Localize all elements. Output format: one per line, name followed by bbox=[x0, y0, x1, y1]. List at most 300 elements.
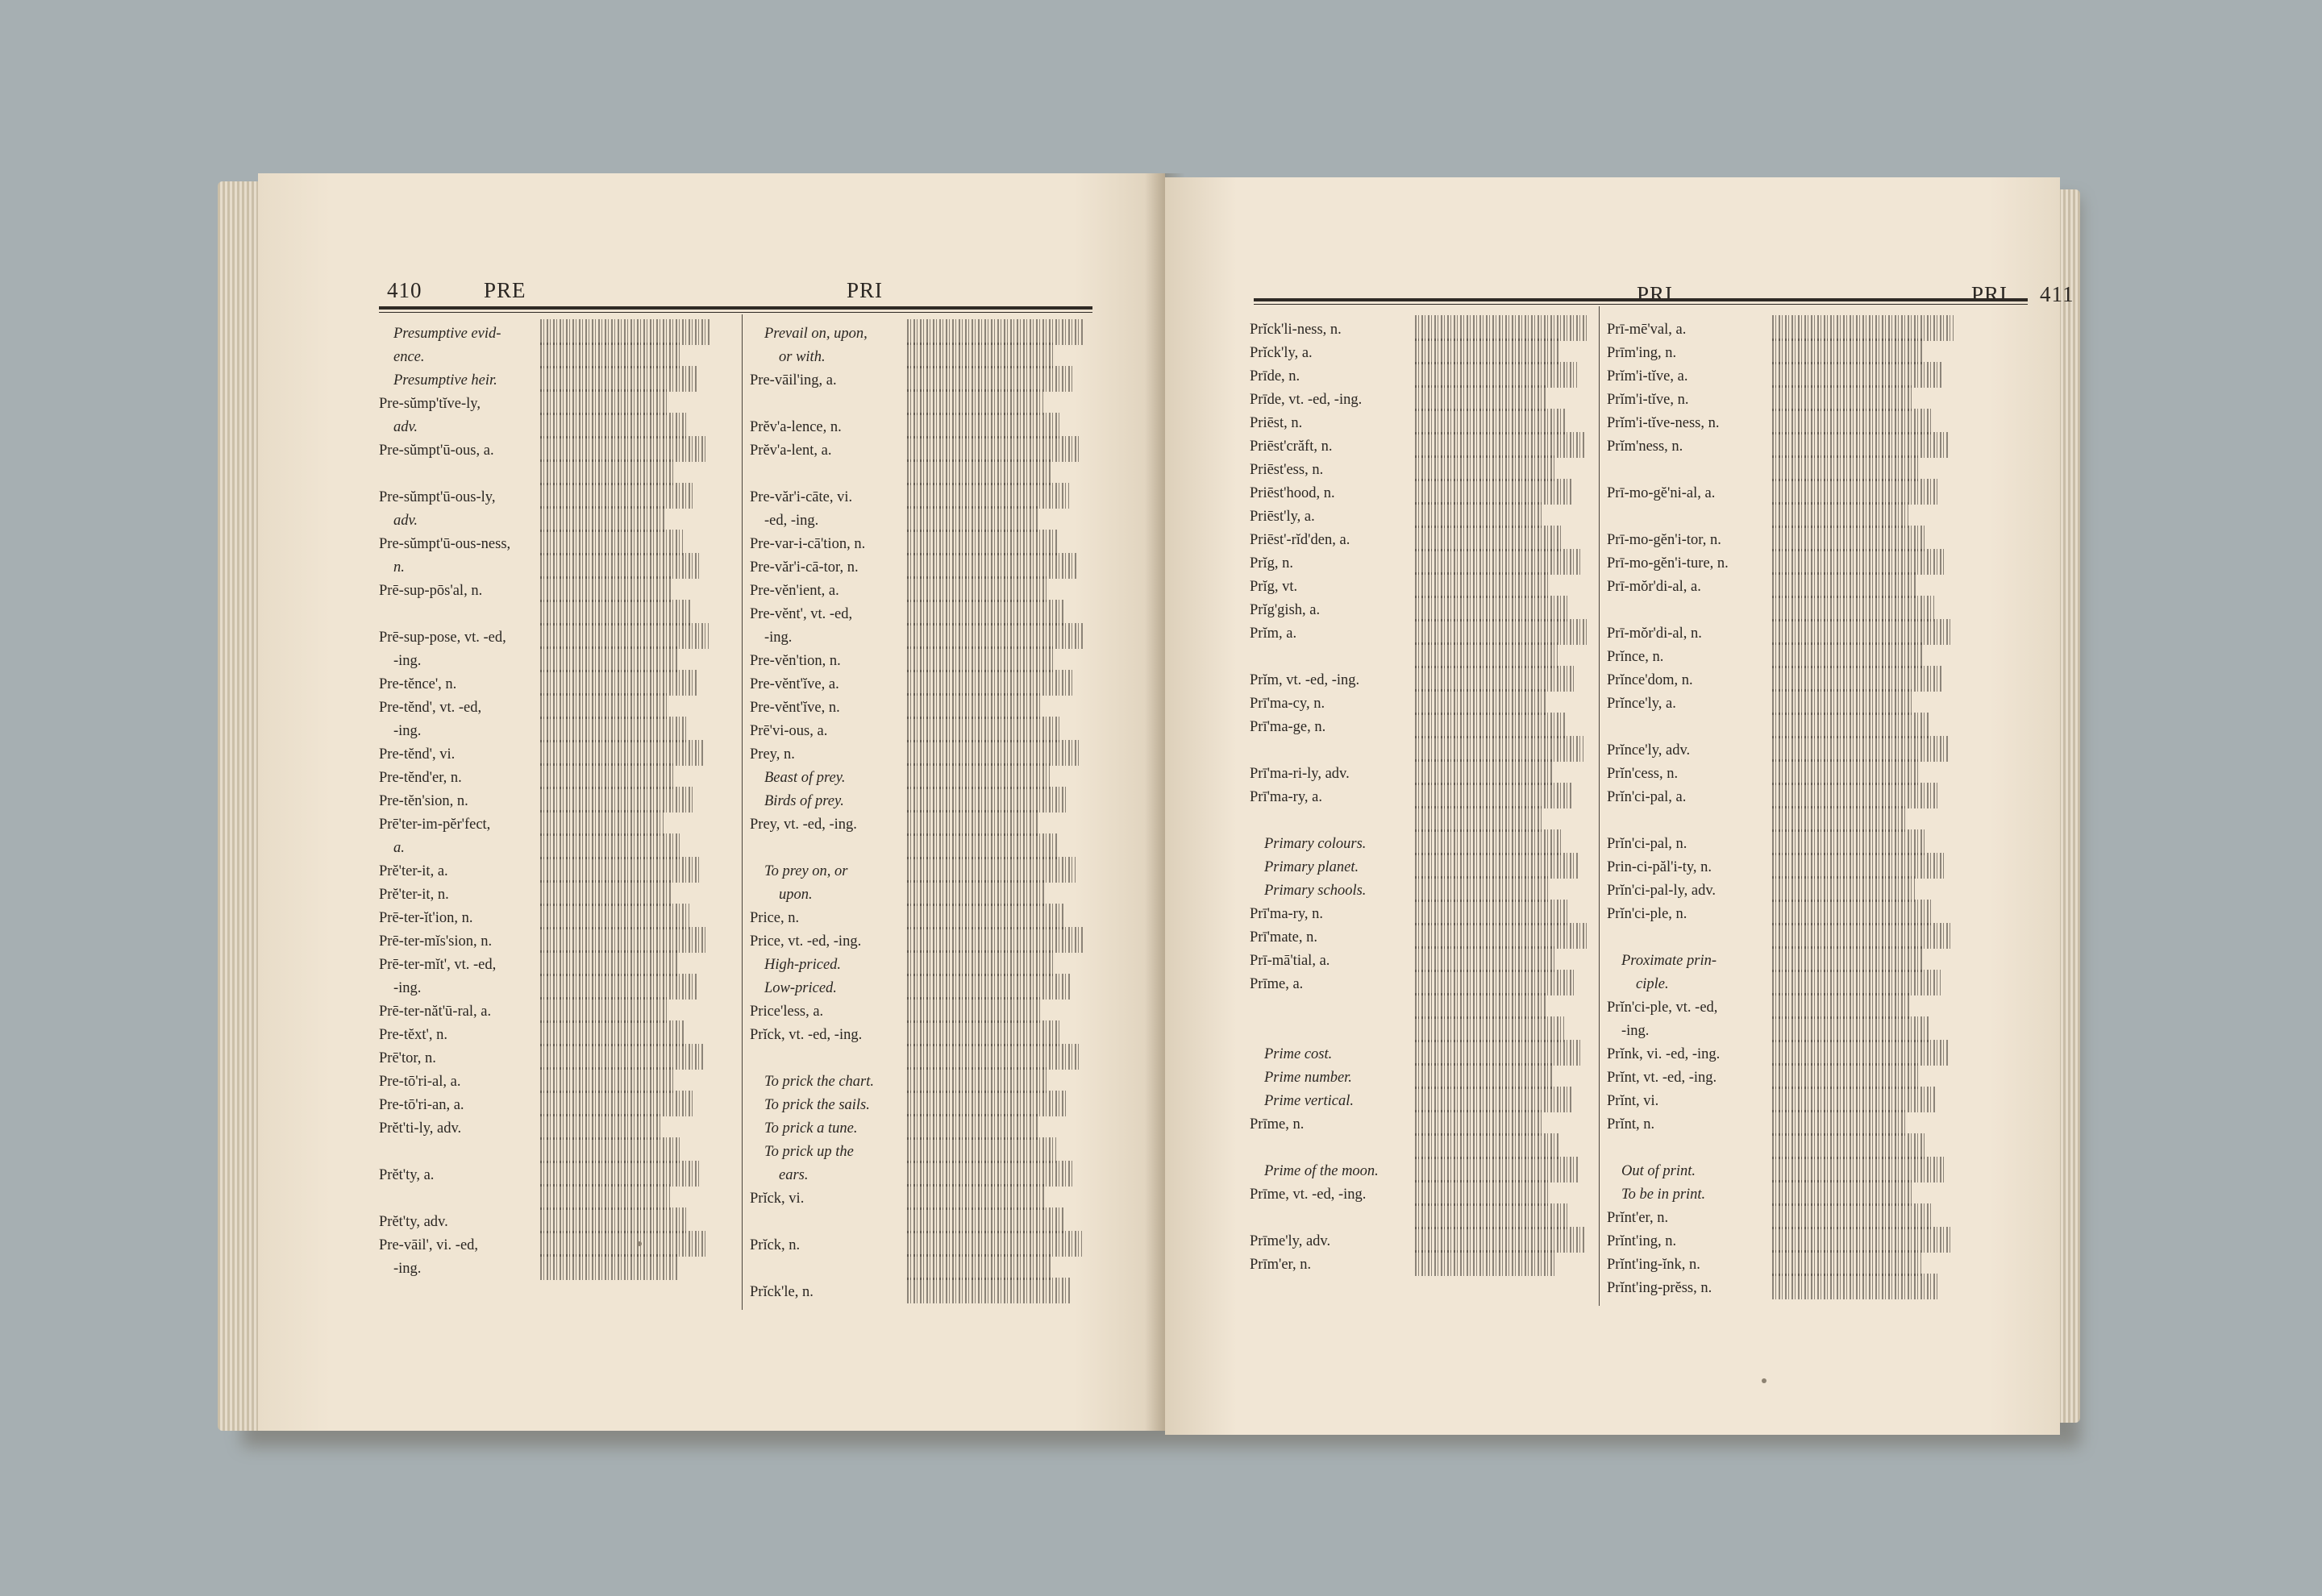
entry-headword: -ing. bbox=[393, 1261, 422, 1277]
entry-headword: Prĭn'ci-ple, vt. -ed, bbox=[1607, 1000, 1718, 1016]
japanese-gloss-illegible bbox=[540, 436, 705, 462]
entry-headword: Pre-vĕnt'ĭve, a. bbox=[750, 676, 839, 692]
entry-headword: Presumptive evid- bbox=[393, 326, 501, 342]
header-rule-left-thin bbox=[379, 312, 1092, 313]
entry-headword: -ing. bbox=[393, 723, 422, 739]
japanese-gloss-illegible bbox=[907, 459, 1051, 485]
japanese-gloss-illegible bbox=[1772, 736, 1949, 762]
dictionary-entry bbox=[1607, 1277, 1962, 1300]
japanese-gloss-illegible bbox=[540, 646, 679, 672]
entry-headword: Pre-tĕnd', vt. -ed, bbox=[379, 700, 482, 716]
japanese-gloss-illegible bbox=[907, 530, 1058, 555]
entry-headword: Prĭnce'dom, n. bbox=[1607, 672, 1693, 688]
japanese-gloss-illegible bbox=[540, 459, 676, 485]
entry-headword: Out of print. bbox=[1621, 1163, 1696, 1179]
entry-headword: Prī'ma-ri-ly, adv. bbox=[1250, 766, 1350, 782]
entry-headword: Prime of the moon. bbox=[1264, 1163, 1379, 1179]
japanese-gloss-illegible bbox=[1415, 1250, 1556, 1276]
japanese-gloss-illegible bbox=[1415, 829, 1561, 855]
entry-headword: Proximate prin- bbox=[1621, 953, 1717, 969]
entry-headword: Prĭm, vt. -ed, -ing. bbox=[1250, 672, 1360, 688]
entry-headword: Pre-vĕnt'ĭve, n. bbox=[750, 700, 840, 716]
japanese-gloss-illegible bbox=[1415, 619, 1588, 645]
entry-headword: Prĭnce'ly, a. bbox=[1607, 696, 1676, 712]
entry-headword: Prī-mā'tial, a. bbox=[1250, 953, 1330, 969]
entry-headword: Prē'tor, n. bbox=[379, 1050, 436, 1066]
japanese-gloss-illegible bbox=[1415, 993, 1546, 1019]
japanese-gloss-illegible bbox=[1415, 572, 1550, 598]
guide-word-right-first: PRI bbox=[1637, 282, 1674, 306]
entry-headword: Pre-văr'i-cāte, vi. bbox=[750, 489, 853, 505]
japanese-gloss-illegible bbox=[1772, 409, 1931, 434]
header-rule-right-thin bbox=[1254, 304, 2028, 305]
entry-headword: Prĕv'a-lence, n. bbox=[750, 419, 842, 435]
japanese-gloss-illegible bbox=[1772, 923, 1952, 949]
entry-headword: Prĭnt, vi. bbox=[1607, 1093, 1659, 1109]
japanese-gloss-illegible bbox=[540, 1044, 704, 1070]
entry-headword: Prĭck'li-ness, n. bbox=[1250, 322, 1342, 338]
entry-headword: Prīme, vt. -ed, -ing. bbox=[1250, 1187, 1367, 1203]
entry-headword: Prīme'ly, adv. bbox=[1250, 1233, 1331, 1249]
japanese-gloss-illegible bbox=[540, 366, 698, 392]
entry-headword: ence. bbox=[393, 349, 425, 365]
entry-headword: Prē-ter-mĭs'sion, n. bbox=[379, 933, 493, 950]
entry-headword: Presumptive heir. bbox=[393, 372, 497, 389]
japanese-gloss-illegible bbox=[540, 576, 672, 602]
japanese-gloss-illegible bbox=[907, 1114, 1038, 1140]
entry-headword: upon. bbox=[779, 887, 813, 903]
entry-headword: ciple. bbox=[1636, 976, 1669, 992]
japanese-gloss-illegible bbox=[540, 1161, 700, 1187]
japanese-gloss-illegible bbox=[540, 600, 690, 626]
entry-headword: Prĭnce, n. bbox=[1607, 649, 1664, 665]
japanese-gloss-illegible bbox=[540, 413, 687, 438]
japanese-gloss-illegible bbox=[1415, 1016, 1564, 1042]
japanese-gloss-illegible bbox=[1772, 946, 1922, 972]
japanese-gloss-illegible bbox=[540, 833, 682, 859]
japanese-gloss-illegible bbox=[1772, 526, 1927, 551]
entry-headword: Pre-tĕnce', n. bbox=[379, 676, 457, 692]
entry-headword: -ing. bbox=[1621, 1023, 1650, 1039]
entry-headword: Prīm'ing, n. bbox=[1607, 345, 1677, 361]
entry-headword: Prī'ma-ge, n. bbox=[1250, 719, 1326, 735]
japanese-gloss-illegible bbox=[907, 646, 1054, 672]
right-page-column-2 bbox=[1607, 318, 1962, 1300]
japanese-gloss-illegible bbox=[907, 763, 1050, 789]
japanese-gloss-illegible bbox=[1772, 1157, 1944, 1182]
entry-headword: Prey, vt. -ed, -ing. bbox=[750, 817, 857, 833]
japanese-gloss-illegible bbox=[1772, 596, 1934, 621]
japanese-gloss-illegible bbox=[907, 740, 1080, 766]
japanese-gloss-illegible bbox=[907, 553, 1076, 579]
entry-headword: Priēst'hood, n. bbox=[1250, 485, 1335, 501]
japanese-gloss-illegible bbox=[540, 343, 680, 368]
japanese-gloss-illegible bbox=[907, 1254, 1052, 1280]
japanese-gloss-illegible bbox=[1772, 806, 1908, 832]
japanese-gloss-illegible bbox=[1772, 1274, 1940, 1299]
entry-headword: Prĕ'ter-it, n. bbox=[379, 887, 449, 903]
japanese-gloss-illegible bbox=[540, 553, 701, 579]
entry-headword: Prĭck'le, n. bbox=[750, 1284, 814, 1300]
entry-headword: Prē-ter-năt'ū-ral, a. bbox=[379, 1004, 492, 1020]
entry-headword: Prī'mate, n. bbox=[1250, 929, 1317, 946]
header-rule-left bbox=[379, 306, 1092, 310]
entry-headword: Prime cost. bbox=[1264, 1046, 1333, 1062]
entry-headword: adv. bbox=[393, 513, 418, 529]
entry-headword: Primary planet. bbox=[1264, 859, 1359, 875]
japanese-gloss-illegible bbox=[1415, 432, 1584, 458]
entry-headword: Prĭm'ness, n. bbox=[1607, 438, 1683, 455]
dictionary-entry bbox=[1250, 1253, 1592, 1277]
entry-headword: Prĭn'ci-pal-ly, adv. bbox=[1607, 883, 1717, 899]
entry-headword: Primary colours. bbox=[1264, 836, 1367, 852]
japanese-gloss-illegible bbox=[1415, 806, 1542, 832]
japanese-gloss-illegible bbox=[540, 1091, 693, 1116]
japanese-gloss-illegible bbox=[1772, 900, 1933, 925]
entry-headword: Prē-ter-ĭt'ion, n. bbox=[379, 910, 473, 926]
japanese-gloss-illegible bbox=[907, 997, 1042, 1023]
entry-headword: Prĭnt, vt. -ed, -ing. bbox=[1607, 1070, 1717, 1086]
japanese-gloss-illegible bbox=[907, 436, 1080, 462]
entry-headword: To prick the sails. bbox=[764, 1097, 870, 1113]
entry-headword: Pre-sŭmpt'ū-ous-ness, bbox=[379, 536, 511, 552]
right-page-column-1 bbox=[1250, 318, 1592, 1277]
entry-headword: Prime number. bbox=[1264, 1070, 1352, 1086]
page-number-right: 411 bbox=[2040, 282, 2074, 306]
entry-headword: To prick up the bbox=[764, 1144, 854, 1160]
japanese-gloss-illegible bbox=[540, 1254, 677, 1280]
japanese-gloss-illegible bbox=[1772, 783, 1937, 808]
japanese-gloss-illegible bbox=[540, 1137, 681, 1163]
entry-headword: Prĭg'gish, a. bbox=[1250, 602, 1321, 618]
entry-headword: Prey, n. bbox=[750, 746, 795, 763]
japanese-gloss-illegible bbox=[540, 319, 710, 345]
japanese-gloss-illegible bbox=[1772, 689, 1912, 715]
japanese-gloss-illegible bbox=[1772, 1087, 1937, 1112]
japanese-gloss-illegible bbox=[1415, 502, 1543, 528]
japanese-gloss-illegible bbox=[907, 1137, 1056, 1163]
japanese-gloss-illegible bbox=[1415, 900, 1568, 925]
entry-headword: Prĭck, vi. bbox=[750, 1191, 805, 1207]
japanese-gloss-illegible bbox=[1772, 1016, 1929, 1042]
header-rule-right bbox=[1254, 298, 2028, 301]
japanese-gloss-illegible bbox=[1772, 876, 1915, 902]
entry-headword: Priēst, n. bbox=[1250, 415, 1303, 431]
entry-headword: Prī-mŏr'di-al, n. bbox=[1607, 626, 1702, 642]
japanese-gloss-illegible bbox=[1772, 385, 1912, 411]
japanese-gloss-illegible bbox=[1772, 1063, 1918, 1089]
guide-word-right-last: PRI bbox=[1971, 282, 2008, 306]
paper-speck bbox=[637, 1241, 642, 1246]
japanese-gloss-illegible bbox=[1415, 666, 1576, 692]
japanese-gloss-illegible bbox=[907, 343, 1055, 368]
entry-headword: Pre-vĕnt', vt. -ed, bbox=[750, 606, 853, 622]
japanese-gloss-illegible bbox=[907, 1207, 1063, 1233]
japanese-gloss-illegible bbox=[540, 763, 675, 789]
entry-headword: Pre-sŭmpt'ū-ous, a. bbox=[379, 443, 494, 459]
entry-headword: n. bbox=[393, 559, 405, 576]
japanese-gloss-illegible bbox=[907, 366, 1073, 392]
entry-headword: Prī-mŏr'di-al, a. bbox=[1607, 579, 1701, 595]
entry-headword: Pre-tĕxt', n. bbox=[379, 1027, 448, 1043]
japanese-gloss-illegible bbox=[540, 506, 664, 532]
entry-headword: Prī'ma-cy, n. bbox=[1250, 696, 1325, 712]
japanese-gloss-illegible bbox=[907, 833, 1057, 859]
japanese-gloss-illegible bbox=[1772, 829, 1926, 855]
entry-headword: Priēst'-rĭd'den, a. bbox=[1250, 532, 1350, 548]
entry-headword: Prevail on, upon, bbox=[764, 326, 868, 342]
entry-headword: Prĭn'ci-pal, a. bbox=[1607, 789, 1687, 805]
entry-headword: Prĭn'ci-pal, n. bbox=[1607, 836, 1687, 852]
entry-headword: Prē-sup-pose, vt. -ed, bbox=[379, 630, 506, 646]
japanese-gloss-illegible bbox=[540, 693, 668, 719]
open-dictionary-book bbox=[218, 173, 2080, 1439]
japanese-gloss-illegible bbox=[907, 1184, 1045, 1210]
entry-headword: Prĭck, n. bbox=[750, 1237, 801, 1253]
japanese-gloss-illegible bbox=[1415, 713, 1565, 738]
entry-headword: To be in print. bbox=[1621, 1187, 1706, 1203]
japanese-gloss-illegible bbox=[1772, 853, 1945, 879]
entry-headword: Prē-sup-pōs'al, n. bbox=[379, 583, 483, 599]
japanese-gloss-illegible bbox=[1772, 1250, 1921, 1276]
japanese-gloss-illegible bbox=[1772, 993, 1911, 1019]
japanese-gloss-illegible bbox=[907, 670, 1072, 696]
japanese-gloss-illegible bbox=[1415, 526, 1562, 551]
japanese-gloss-illegible bbox=[907, 623, 1084, 649]
japanese-gloss-illegible bbox=[1772, 572, 1916, 598]
entry-headword: Prē'vi-ous, a. bbox=[750, 723, 828, 739]
japanese-gloss-illegible bbox=[1772, 1227, 1951, 1253]
japanese-gloss-illegible bbox=[1415, 736, 1583, 762]
entry-headword: Price'less, a. bbox=[750, 1004, 824, 1020]
japanese-gloss-illegible bbox=[907, 787, 1068, 813]
entry-headword: Prĭnt'ing-ĭnk, n. bbox=[1607, 1257, 1700, 1273]
entry-headword: Pre-tĕn'sion, n. bbox=[379, 793, 468, 809]
entry-headword: Pre-tō'ri-al, a. bbox=[379, 1074, 461, 1090]
entry-headword: Prīme, n. bbox=[1250, 1116, 1305, 1133]
right-page bbox=[1165, 177, 2074, 1435]
entry-headword: or with. bbox=[779, 349, 826, 365]
entry-headword: To prick a tune. bbox=[764, 1120, 858, 1137]
entry-headword: Prĭg, vt. bbox=[1250, 579, 1298, 595]
japanese-gloss-illegible bbox=[1415, 783, 1572, 808]
entry-headword: Prĭn'ci-ple, n. bbox=[1607, 906, 1687, 922]
japanese-gloss-illegible bbox=[540, 857, 701, 883]
japanese-gloss-illegible bbox=[1415, 1063, 1553, 1089]
entry-headword: Pre-vāil', vi. -ed, bbox=[379, 1237, 479, 1253]
entry-headword: Primary schools. bbox=[1264, 883, 1367, 899]
japanese-gloss-illegible bbox=[907, 1231, 1082, 1257]
japanese-gloss-illegible bbox=[1415, 1227, 1586, 1253]
entry-headword: Prĕv'a-lent, a. bbox=[750, 443, 832, 459]
japanese-gloss-illegible bbox=[907, 1020, 1060, 1046]
japanese-gloss-illegible bbox=[1415, 1087, 1571, 1112]
entry-headword: Prĕt'ty, a. bbox=[379, 1167, 435, 1183]
japanese-gloss-illegible bbox=[907, 1161, 1075, 1187]
japanese-gloss-illegible bbox=[540, 927, 708, 953]
entry-headword: Prĭnce'ly, adv. bbox=[1607, 742, 1691, 759]
japanese-gloss-illegible bbox=[1772, 713, 1930, 738]
japanese-gloss-illegible bbox=[1415, 549, 1580, 575]
entry-headword: ears. bbox=[779, 1167, 809, 1183]
entry-headword: Price, n. bbox=[750, 910, 800, 926]
japanese-gloss-illegible bbox=[1772, 970, 1941, 995]
entry-headword: Prĭg, n. bbox=[1250, 555, 1293, 571]
entry-headword: Priēst'ly, a. bbox=[1250, 509, 1315, 525]
japanese-gloss-illegible bbox=[1772, 1180, 1914, 1206]
entry-headword: To prick the chart. bbox=[764, 1074, 875, 1090]
japanese-gloss-illegible bbox=[1415, 876, 1550, 902]
japanese-gloss-illegible bbox=[540, 389, 668, 415]
entry-headword: adv. bbox=[393, 419, 418, 435]
entry-headword: Prĭm'i-tĭve, n. bbox=[1607, 392, 1689, 408]
japanese-gloss-illegible bbox=[1415, 596, 1569, 621]
japanese-gloss-illegible bbox=[1415, 853, 1579, 879]
entry-headword: Prĕt'ty, adv. bbox=[379, 1214, 448, 1230]
japanese-gloss-illegible bbox=[1772, 1040, 1948, 1066]
japanese-gloss-illegible bbox=[540, 974, 697, 1000]
japanese-gloss-illegible bbox=[907, 1067, 1049, 1093]
entry-headword: Prĭn'cess, n. bbox=[1607, 766, 1679, 782]
japanese-gloss-illegible bbox=[1772, 666, 1941, 692]
japanese-gloss-illegible bbox=[1415, 689, 1546, 715]
guide-word-left-last: PRI bbox=[847, 278, 884, 302]
entry-headword: Prĭnt'ing-prĕss, n. bbox=[1607, 1280, 1712, 1296]
japanese-gloss-illegible bbox=[540, 787, 693, 813]
japanese-gloss-illegible bbox=[907, 904, 1064, 929]
japanese-gloss-illegible bbox=[1415, 385, 1547, 411]
entry-headword: Priēst'ess, n. bbox=[1250, 462, 1324, 478]
entry-headword: Prĭnt, n. bbox=[1607, 1116, 1655, 1133]
japanese-gloss-illegible bbox=[1772, 549, 1945, 575]
japanese-gloss-illegible bbox=[1415, 455, 1554, 481]
left-page bbox=[258, 173, 1165, 1431]
column-divider-left bbox=[742, 314, 743, 1310]
guide-word-left-first: PRE bbox=[484, 278, 526, 302]
japanese-gloss-illegible bbox=[540, 740, 705, 766]
japanese-gloss-illegible bbox=[540, 1207, 689, 1233]
entry-headword: Prī-mo-gĕn'i-tor, n. bbox=[1607, 532, 1721, 548]
entry-headword: Prĭm, a. bbox=[1250, 626, 1297, 642]
entry-headword: Prĕt'ti-ly, adv. bbox=[379, 1120, 462, 1137]
japanese-gloss-illegible bbox=[1415, 1203, 1567, 1229]
entry-headword: Prī-mē'val, a. bbox=[1607, 322, 1687, 338]
japanese-gloss-illegible bbox=[1772, 502, 1908, 528]
japanese-gloss-illegible bbox=[1415, 923, 1587, 949]
japanese-gloss-illegible bbox=[540, 623, 709, 649]
japanese-gloss-illegible bbox=[907, 319, 1084, 345]
japanese-gloss-illegible bbox=[1772, 362, 1942, 388]
entry-headword: Pre-văr'i-cā-tor, n. bbox=[750, 559, 859, 576]
entry-headword: -ing. bbox=[764, 630, 793, 646]
japanese-gloss-illegible bbox=[1772, 315, 1954, 341]
japanese-gloss-illegible bbox=[907, 1091, 1067, 1116]
japanese-gloss-illegible bbox=[1772, 1133, 1925, 1159]
column-divider-right bbox=[1599, 306, 1600, 1306]
entry-headword: Pre-tĕnd'er, n. bbox=[379, 770, 462, 786]
entry-headword: Low-priced. bbox=[764, 980, 837, 996]
japanese-gloss-illegible bbox=[1772, 759, 1919, 785]
entry-headword: Pre-var-i-cā'tion, n. bbox=[750, 536, 866, 552]
japanese-gloss-illegible bbox=[1772, 619, 1953, 645]
entry-headword: Price, vt. -ed, -ing. bbox=[750, 933, 862, 950]
japanese-gloss-illegible bbox=[1415, 1157, 1579, 1182]
paper-speck bbox=[1762, 1378, 1766, 1383]
left-page-column-2 bbox=[750, 322, 1088, 1304]
japanese-gloss-illegible bbox=[1415, 315, 1588, 341]
japanese-gloss-illegible bbox=[907, 600, 1065, 626]
entry-headword: Prĭnt'er, n. bbox=[1607, 1210, 1669, 1226]
entry-headword: Prē-ter-mĭt', vt. -ed, bbox=[379, 957, 497, 973]
entry-headword: Prīm'er, n. bbox=[1250, 1257, 1312, 1273]
japanese-gloss-illegible bbox=[1772, 479, 1938, 505]
japanese-gloss-illegible bbox=[1415, 409, 1566, 434]
entry-headword: -ing. bbox=[393, 980, 422, 996]
japanese-gloss-illegible bbox=[907, 880, 1046, 906]
page-number-left: 410 bbox=[387, 278, 422, 302]
japanese-gloss-illegible bbox=[540, 1184, 670, 1210]
entry-headword: Pre-vāil'ing, a. bbox=[750, 372, 837, 389]
entry-headword: Prī-mo-gĕ'ni-al, a. bbox=[1607, 485, 1716, 501]
japanese-gloss-illegible bbox=[1772, 642, 1923, 668]
japanese-gloss-illegible bbox=[907, 483, 1069, 509]
japanese-gloss-illegible bbox=[540, 1231, 707, 1257]
entry-headword: Pre-tĕnd', vi. bbox=[379, 746, 456, 763]
japanese-gloss-illegible bbox=[540, 810, 664, 836]
japanese-gloss-illegible bbox=[540, 483, 694, 509]
entry-headword: Prĭnt'ing, n. bbox=[1607, 1233, 1677, 1249]
japanese-gloss-illegible bbox=[907, 927, 1083, 953]
japanese-gloss-illegible bbox=[540, 880, 671, 906]
japanese-gloss-illegible bbox=[540, 997, 667, 1023]
japanese-gloss-illegible bbox=[907, 1278, 1071, 1303]
entry-headword: Prime vertical. bbox=[1264, 1093, 1354, 1109]
japanese-gloss-illegible bbox=[1415, 1133, 1560, 1159]
japanese-gloss-illegible bbox=[1415, 946, 1557, 972]
entry-headword: Prīme, a. bbox=[1250, 976, 1304, 992]
japanese-gloss-illegible bbox=[1415, 1040, 1583, 1066]
japanese-gloss-illegible bbox=[1772, 339, 1924, 364]
entry-headword: Prī'ma-ry, a. bbox=[1250, 789, 1322, 805]
entry-headword: Prĭck'ly, a. bbox=[1250, 345, 1313, 361]
japanese-gloss-illegible bbox=[1415, 1110, 1542, 1136]
japanese-gloss-illegible bbox=[907, 506, 1039, 532]
entry-headword: High-priced. bbox=[764, 957, 842, 973]
japanese-gloss-illegible bbox=[1415, 970, 1575, 995]
japanese-gloss-illegible bbox=[540, 904, 689, 929]
japanese-gloss-illegible bbox=[907, 950, 1053, 976]
entry-headword: Prĭm'i-tĭve, a. bbox=[1607, 368, 1688, 384]
entry-headword: Prĭnk, vi. -ed, -ing. bbox=[1607, 1046, 1721, 1062]
japanese-gloss-illegible bbox=[540, 717, 686, 742]
japanese-gloss-illegible bbox=[907, 717, 1061, 742]
entry-headword: Beast of prey. bbox=[764, 770, 846, 786]
entry-headword: Prĭck, vt. -ed, -ing. bbox=[750, 1027, 863, 1043]
entry-headword: To prey on, or bbox=[764, 863, 848, 879]
entry-headword: Prĕ'ter-it, a. bbox=[379, 863, 448, 879]
entry-headword: Birds of prey. bbox=[764, 793, 844, 809]
entry-headword: Prīde, n. bbox=[1250, 368, 1300, 384]
dictionary-entry bbox=[379, 1257, 734, 1281]
entry-headword: Pre-vĕn'tion, n. bbox=[750, 653, 841, 669]
entry-headword: a. bbox=[393, 840, 405, 856]
dictionary-entry bbox=[750, 1281, 1088, 1304]
japanese-gloss-illegible bbox=[1415, 642, 1558, 668]
japanese-gloss-illegible bbox=[907, 413, 1062, 438]
japanese-gloss-illegible bbox=[907, 857, 1076, 883]
japanese-gloss-illegible bbox=[540, 530, 683, 555]
japanese-gloss-illegible bbox=[907, 810, 1038, 836]
